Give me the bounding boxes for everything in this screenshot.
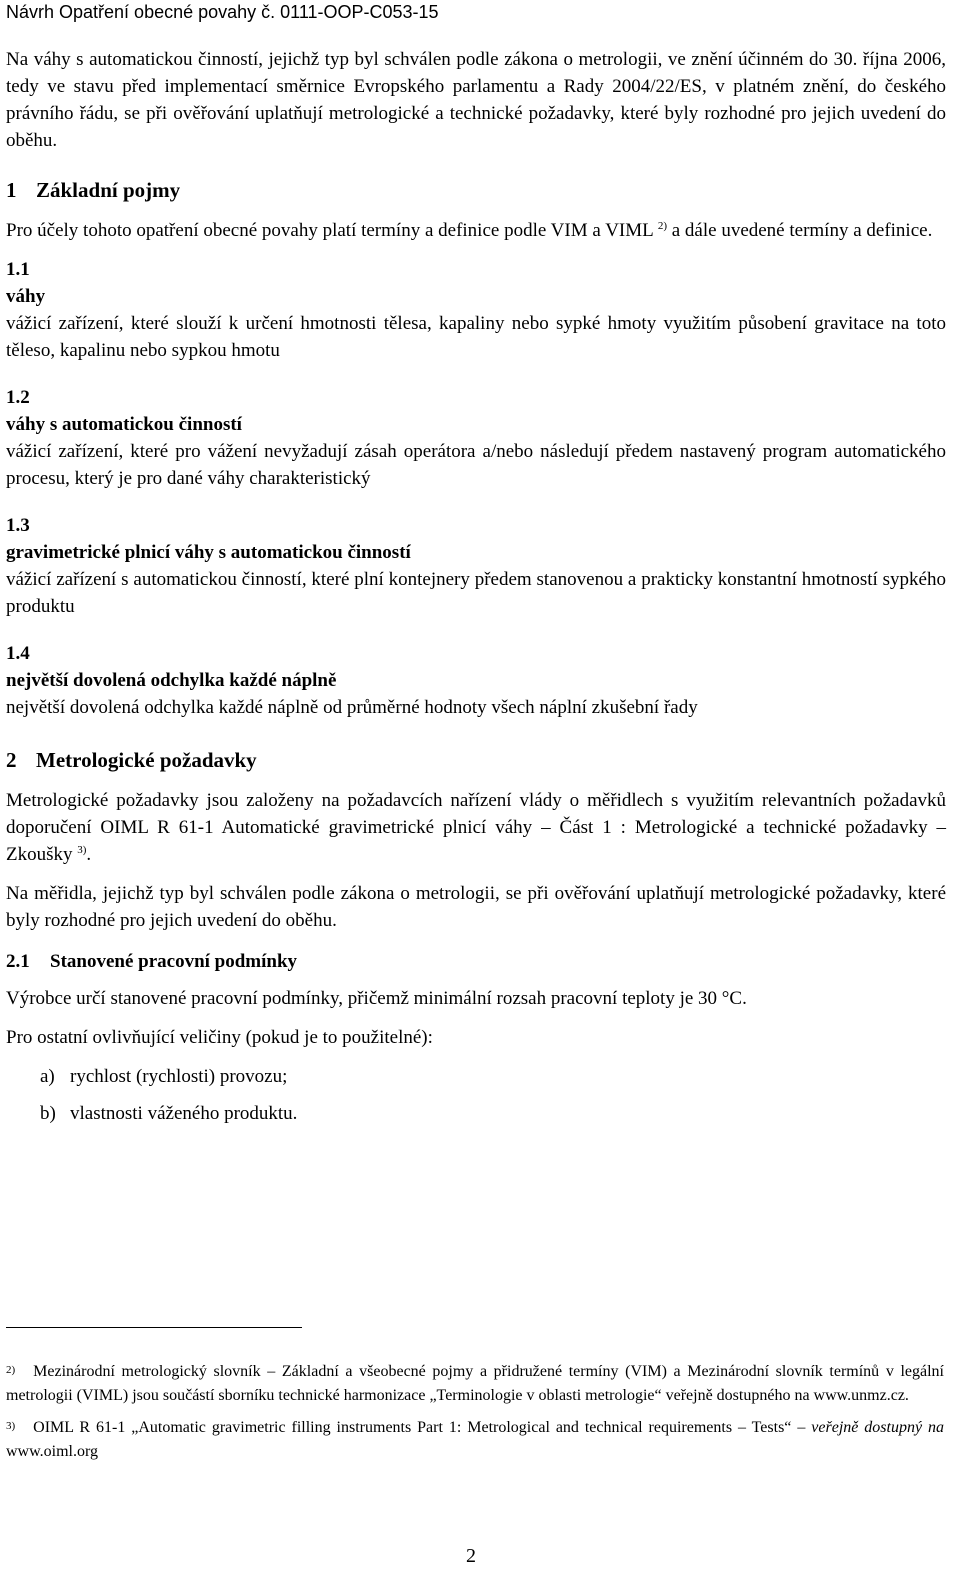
paragraph-text: Pro účely tohoto opatření obecné povahy platí termíny a definice podle VIM a VIML [6,220,654,241]
definition-term: největší dovolená odchylka každé náplně [6,670,337,691]
page-number: 2 [466,1545,476,1567]
definition-1-4 [6,640,946,721]
footnote-number: 3) [6,1420,16,1432]
list-marker: b) [40,1103,56,1124]
definition-number: 1.3 [6,515,30,536]
document-body [6,46,946,1137]
definition-text: vážicí zařízení, které pro vážení nevyžadují zásah operátora a/nebo následují předem nastavený program automatického procesu, který je pro dané váhy charakteristický [6,441,946,489]
subsection-number: 2.1 [6,951,30,972]
footnotes [6,1360,944,1472]
subsection-paragraph-2: Pro ostatní ovlivňující veličiny (pokud je to použitelné): [6,1027,433,1048]
section-1-heading [6,177,946,204]
section-2-heading [6,747,946,774]
definition-1-2 [6,384,946,492]
section-title: Základní pojmy [36,178,181,202]
definition-text: vážicí zařízení s automatickou činností, které plní kontejnery předem stanovenou a prakticky konstantní hmotností sypkého produktu [6,569,946,617]
footnote-text: OIML R 61-1 „Automatic gravimetric filling instruments Part 1: Metrological and technical requirements – Tests“ – [33,1419,812,1436]
section-1-paragraph [6,217,946,244]
list-item [6,1063,946,1090]
section-title: Metrologické požadavky [36,748,257,772]
definition-term: váhy s automatickou činností [6,414,242,435]
definition-number: 1.4 [6,643,30,664]
definition-text: největší dovolená odchylka každé náplně od průměrné hodnoty všech náplní zkušební řady [6,697,698,718]
list-item [6,1100,946,1127]
footnote-text: Mezinárodní metrologický slovník – Základní a všeobecné pojmy a přidružené termíny (VIM) a Mezinárodní slovník termínů v legální metrologii (VIML) jsou součástí sborníku technické harmonizace „Terminologie v oblasti metrologie“ veřejně dostupného na www.unmz.cz. [6,1363,944,1404]
paragraph-text: Metrologické požadavky jsou založeny na požadavcích nařízení vlády o měřidlech s využitím relevantních požadavků doporučení OIML R 61-1 Automatické gravimetrické plnicí váhy – Část 1 : Metrologické a technické požadavky – Zkoušky [6,790,946,865]
subsection-title: Stanovené pracovní podmínky [50,951,298,972]
list-item-text: vlastnosti váženého produktu. [70,1103,298,1124]
footnote-3 [6,1416,944,1464]
definition-number: 1.1 [6,259,30,280]
definition-1-1 [6,256,946,364]
definition-text: vážicí zařízení, které slouží k určení hmotnosti tělesa, kapaliny nebo sypké hmoty využitím působení gravitace na toto těleso, kapalinu nebo sypkou hmotu [6,313,946,361]
section-2-paragraph-1 [6,787,946,868]
footnote-ref: 2) [657,220,667,232]
footnote-link-text: www.oiml.org [6,1443,98,1460]
section-number: 2 [6,748,17,772]
list-marker: a) [40,1066,55,1087]
page-header: Návrh Opatření obecné povahy č. 0111-OOP-C053-15 [6,2,439,22]
definition-term: gravimetrické plnicí váhy s automatickou činností [6,542,411,563]
definition-number: 1.2 [6,387,30,408]
paragraph-text: a dále uvedené termíny a definice. [666,220,933,241]
section-number: 1 [6,178,17,202]
definition-term: váhy [6,286,46,307]
intro-paragraph: Na váhy s automatickou činností, jejichž typ byl schválen podle zákona o metrologii, ve znění účinném do 30. října 2006, tedy ve stavu před implementací směrnice Evropského parlamentu a Rady 2004/22/ES, v platném znění, do českého právního řádu, se při ověřování uplatňují metrologické a technické požadavky, které byly rozhodné pro jejich uvedení do oběhu. [6,49,946,151]
subsection-2-1-heading [6,948,946,975]
paragraph-text: . [86,844,92,865]
footnote-italic-text: veřejně dostupný na [811,1419,945,1436]
footnote-ref: 3) [77,844,87,856]
footnote-number: 2) [6,1364,16,1376]
list-item-text: rychlost (rychlosti) provozu; [70,1066,288,1087]
conditions-list [6,1063,946,1127]
footnote-separator [6,1327,302,1328]
subsection-paragraph-1: Výrobce určí stanovené pracovní podmínky, přičemž minimální rozsah pracovní teploty je 30 °C. [6,988,747,1009]
footnote-2 [6,1360,944,1408]
definition-1-3 [6,512,946,620]
section-2-paragraph-2: Na měřidla, jejichž typ byl schválen podle zákona o metrologii, se při ověřování uplatňují metrologické požadavky, které byly rozhodné pro jejich uvedení do oběhu. [6,883,946,931]
